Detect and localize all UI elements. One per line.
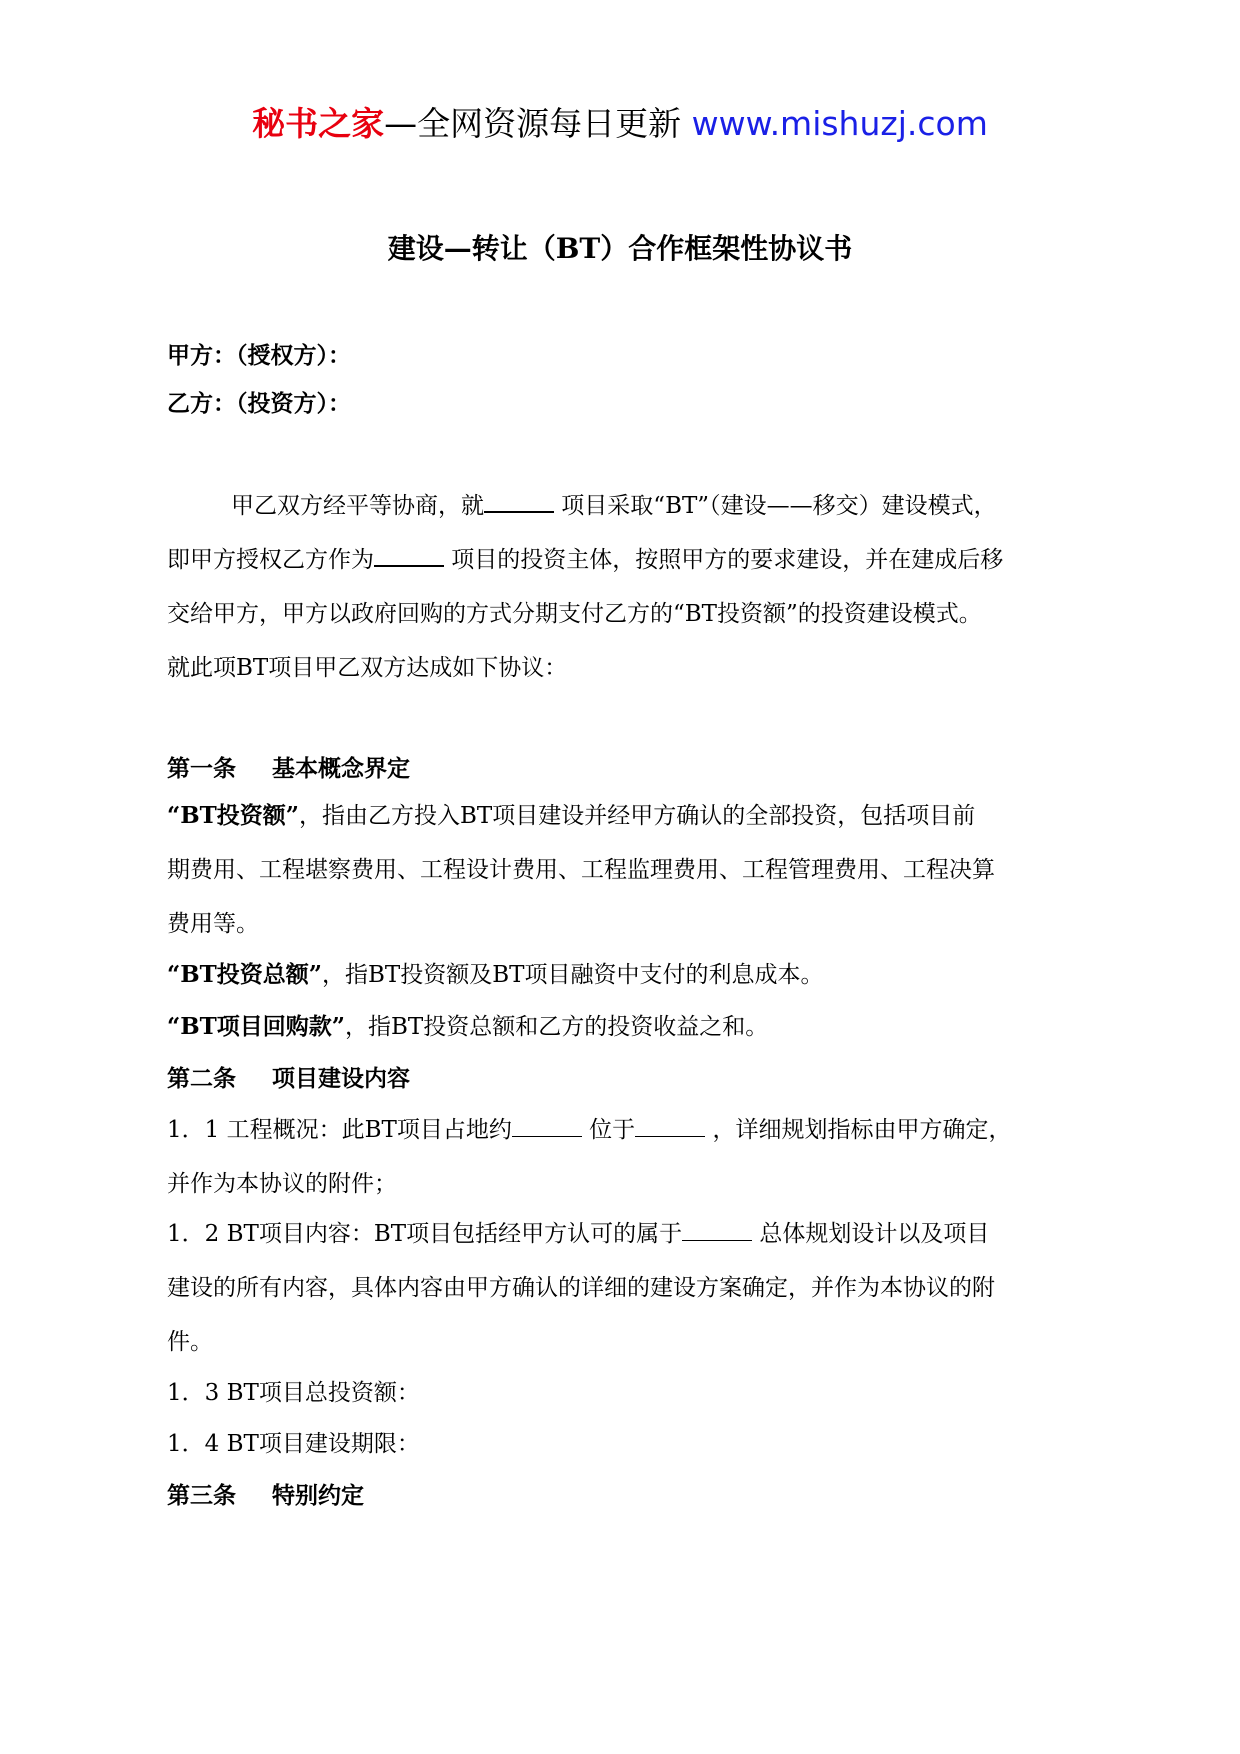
brand-name: 秘书之家 bbox=[252, 104, 385, 143]
clause-text: 总体规划设计以及项目 bbox=[752, 1221, 990, 1247]
article-number: 第一条 bbox=[167, 755, 236, 782]
definition-bt-total-investment bbox=[167, 957, 824, 993]
clause-line: 件。 bbox=[167, 1329, 213, 1355]
clause-line: 建设的所有内容，具体内容由甲方确认的详细的建设方案确定，并作为本协议的附 bbox=[167, 1275, 995, 1301]
definition-text: ，指BT投资额及BT项目融资中支付的利息成本。 bbox=[322, 962, 824, 988]
clause-line: 并作为本协议的附件； bbox=[167, 1171, 397, 1197]
project-name-blank[interactable] bbox=[484, 489, 554, 513]
article-2-heading bbox=[167, 1061, 410, 1097]
clause-1-1 bbox=[167, 1112, 1011, 1148]
intro-line-1 bbox=[167, 488, 997, 524]
intro-line-2 bbox=[167, 542, 1003, 578]
definition-text: ，指BT投资总额和乙方的投资收益之和。 bbox=[345, 1014, 769, 1040]
clause-1-2 bbox=[167, 1216, 989, 1252]
article-title: 项目建设内容 bbox=[272, 1065, 410, 1092]
article-number: 第二条 bbox=[167, 1065, 236, 1092]
clause-1-3: 1．3 BT项目总投资额： bbox=[167, 1380, 420, 1406]
project-name-blank[interactable] bbox=[374, 543, 444, 567]
area-blank[interactable] bbox=[512, 1114, 582, 1137]
article-title: 特别约定 bbox=[272, 1482, 364, 1509]
site-banner bbox=[0, 98, 1240, 150]
intro-line-3: 交给甲方，甲方以政府回购的方式分期支付乙方的“BT投资额”的投资建设模式。 bbox=[167, 601, 982, 627]
clause-text: 1．2 BT项目内容：BT项目包括经甲方认可的属于 bbox=[167, 1221, 683, 1247]
definition-bt-investment bbox=[167, 798, 975, 834]
clause-text: 位于 bbox=[581, 1117, 636, 1143]
article-number: 第三条 bbox=[167, 1482, 236, 1509]
definition-line: 期费用、工程堪察费用、工程设计费用、工程监理费用、工程管理费用、工程决算 bbox=[167, 857, 995, 883]
definition-text: ，指由乙方投入BT项目建设并经甲方确认的全部投资，包括项目前 bbox=[299, 803, 976, 829]
clause-text: ，详细规划指标由甲方确定， bbox=[705, 1117, 1012, 1143]
banner-slogan: —全网资源每日更新 bbox=[384, 104, 692, 143]
party-a-line: 甲方：（授权方）： bbox=[167, 342, 351, 369]
article-1-heading bbox=[167, 751, 410, 787]
intro-text: 项目的投资主体，按照甲方的要求建设，并在建成后移 bbox=[444, 547, 1004, 573]
intro-text: 甲乙双方经平等协商，就 bbox=[231, 493, 484, 519]
intro-text: 即甲方授权乙方作为 bbox=[167, 547, 374, 573]
defined-term: “BT投资额” bbox=[167, 802, 300, 829]
article-3-heading bbox=[167, 1478, 364, 1514]
defined-term: “BT项目回购款” bbox=[167, 1013, 346, 1040]
intro-line-4: 就此项BT项目甲乙双方达成如下协议： bbox=[167, 655, 568, 681]
article-title: 基本概念界定 bbox=[272, 755, 410, 782]
clause-text: 1．1 工程概况：此BT项目占地约 bbox=[167, 1117, 512, 1143]
clause-1-4: 1．4 BT项目建设期限： bbox=[167, 1431, 420, 1457]
document-title: 建设—转让（BT）合作框架性协议书 bbox=[387, 232, 853, 265]
definition-bt-buyback bbox=[167, 1009, 768, 1045]
intro-text: 项目采取“BT”（建设——移交）建设模式， bbox=[554, 493, 997, 519]
site-url-link[interactable]: www.mishuzj.com bbox=[691, 104, 988, 143]
party-b-line: 乙方：（投资方）： bbox=[167, 390, 351, 417]
defined-term: “BT投资总额” bbox=[167, 961, 323, 988]
definition-line: 费用等。 bbox=[167, 911, 259, 937]
location-blank[interactable] bbox=[635, 1114, 705, 1137]
plan-blank[interactable] bbox=[682, 1218, 752, 1241]
